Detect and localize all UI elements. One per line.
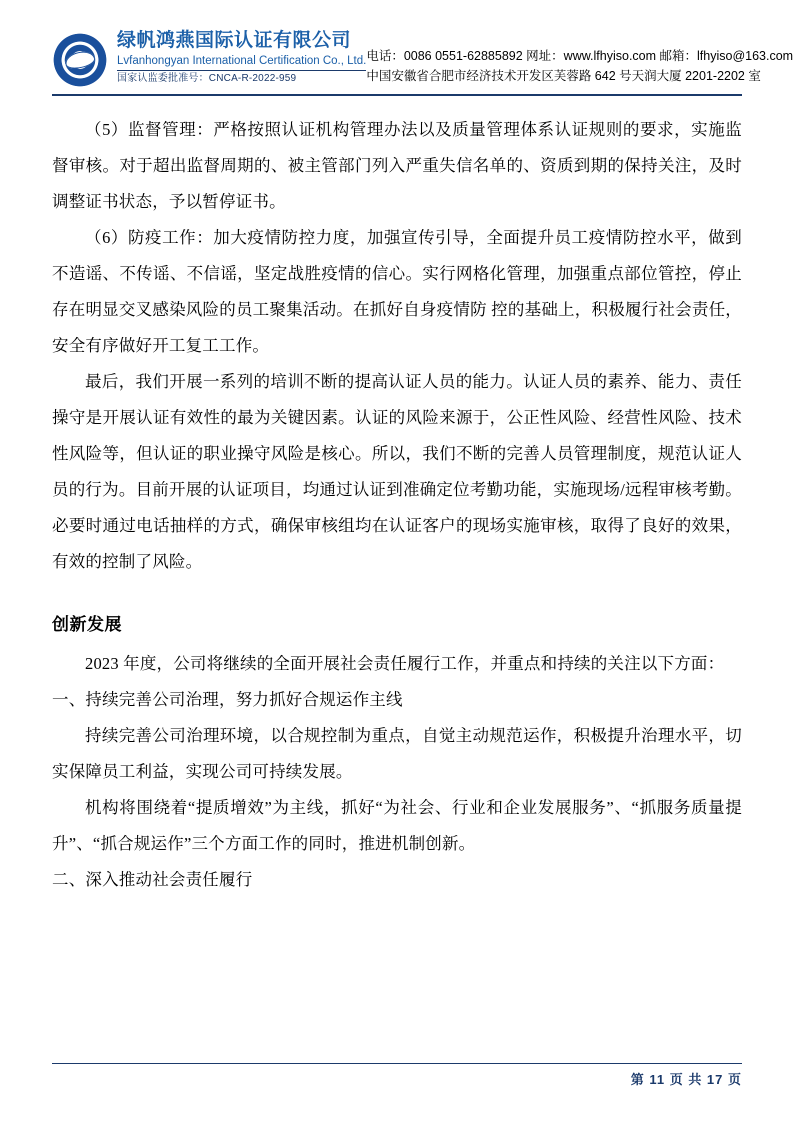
company-name-en: Lvfanhongyan International Certification Co., Ltd. [117,55,367,67]
contact-line-2: 中国安徽省合肥市经济技术开发区芙蓉路 642 号天润大厦 2201-2202 室 [366,69,761,83]
contact-line-1: 电话：0086 0551-62885892 网址：www.lfhyiso.com 邮箱：lfhyiso@163.com [366,49,794,63]
company-brand [52,30,366,88]
company-logo-icon [52,32,108,88]
brand-text-block [117,30,366,86]
paragraph-quality-efficiency: 机构将围绕着“提质增效”为主线，抓好“为社会、行业和企业发展服务”、“抓服务质量提升”、“抓合规运作”三个方面工作的同时，推进机制创新。 [52,798,742,853]
list-item-governance: 一、持续完善公司治理，努力抓好合规运作主线 [52,690,403,709]
document-header [52,30,794,96]
paragraph-supervision: （5）监督管理：严格按照认证机构管理办法以及质量管理体系认证规则的要求，实施监督审核。对于超出监督周期的、被主管部门列入严重失信名单的、资质到期的保持关注，及时调整证书状态，予以暂停证书。 [52,120,742,211]
company-contact [366,30,794,86]
paragraph-2023-plan: 2023 年度，公司将继续的全面开展社会责任履行工作，并重点和持续的关注以下方面： [85,654,725,673]
paragraph-training-risk: 最后，我们开展一系列的培训不断的提高认证人员的能力。认证人员的素养、能力、责任操守是开展认证有效性的最为关键因素。认证的风险来源于，公正性风险、经营性风险、技术性风险等，但认证的职业操守风险是核心。所以，我们不断的完善人员管理制度，规范认证人员的行为。目前开展的认证项目，均通过认证到准确定位考勤功能，实施现场/远程审核考勤。必要时通过电话抽样的方式，确保审核组均在认证客户的现场实施审核，取得了良好的效果，有效的控制了风险。 [52,372,742,571]
page-number: 第 11 页 共 17 页 [630,1072,742,1087]
company-name-cn: 绿帆鸿燕国际认证有限公司 [117,30,352,51]
document-footer [52,1063,742,1089]
document-body [52,96,742,898]
company-cert-number: 国家认监委批准号：CNCA-R-2022-959 [117,70,366,86]
section-heading-innovation: 创新发展 [52,615,122,634]
list-item-social-responsibility: 二、深入推动社会责任履行 [52,870,253,889]
paragraph-epidemic-prevention: （6）防疫工作：加大疫情防控力度，加强宣传引导，全面提升员工疫情防控水平，做到不造谣、不传谣、不信谣，坚定战胜疫情的信心。实行网格化管理，加强重点部位管控，停止存在明显交叉感染风险的员工聚集活动。在抓好自身疫情防 控的基础上，积极履行社会责任，安全有序做好开工复工工作。 [52,228,742,355]
paragraph-governance-detail: 持续完善公司治理环境，以合规控制为重点，自觉主动规范运作，积极提升治理水平，切实保障员工利益，实现公司可持续发展。 [52,726,742,781]
